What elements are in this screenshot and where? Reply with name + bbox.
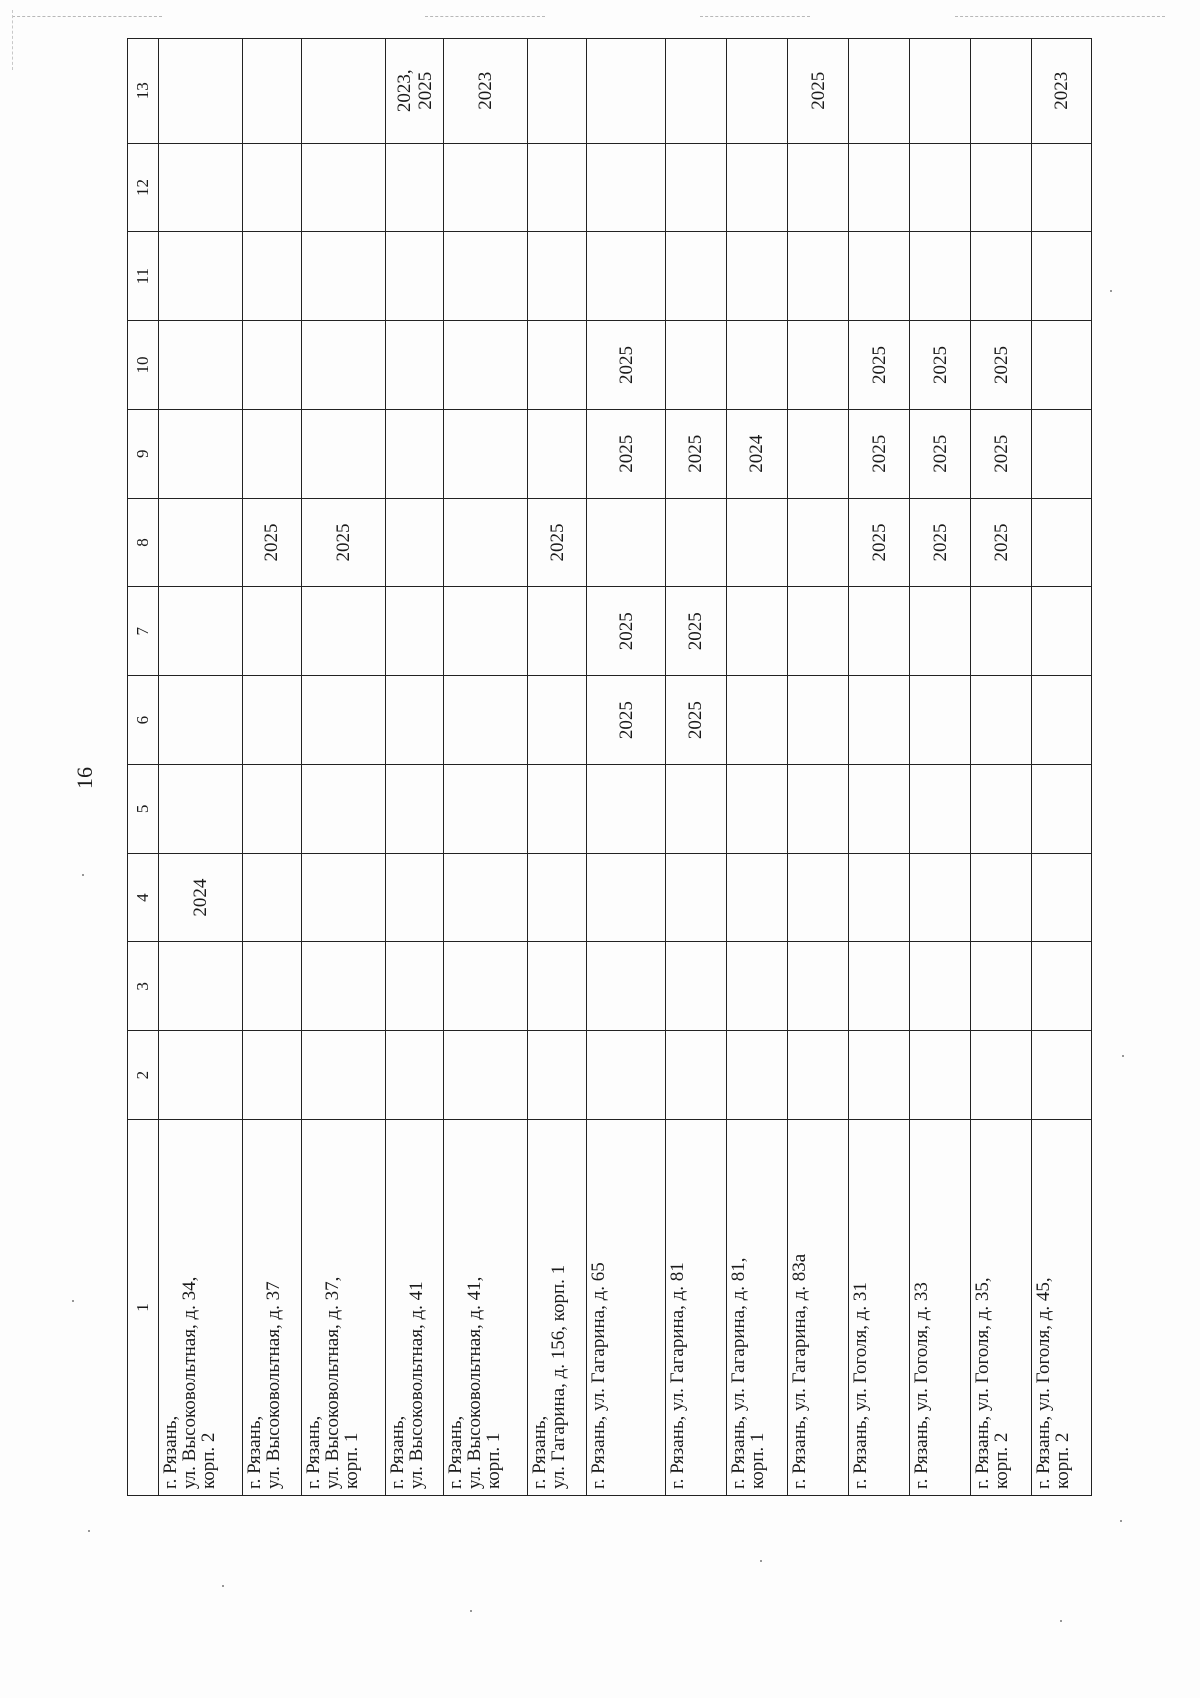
year-cell-col-6: [159, 676, 243, 765]
year-cell-col-8: [444, 498, 528, 587]
year-cell-col-13: [242, 39, 301, 144]
year-cell-col-6: [444, 676, 528, 765]
year-cell-col-3: [971, 942, 1032, 1031]
address-line: г. Рязань,: [302, 1415, 324, 1489]
year-cell-col-2: [444, 1031, 528, 1120]
year-cell-col-4: [910, 853, 971, 942]
year-cell-col-2: [587, 1031, 666, 1120]
column-header-13: 13: [128, 39, 159, 144]
table-row: [971, 39, 1032, 1496]
address-line: ул. Высоковольтная, д. 41,: [464, 1276, 486, 1489]
year-cell-col-10: [665, 321, 726, 410]
year-cell-col-9: 2025: [849, 409, 910, 498]
year-cell-col-9: 2024: [726, 409, 787, 498]
year-cell-col-3: [1032, 942, 1092, 1031]
year-cell-col-7: 2025: [665, 587, 726, 676]
column-header-7: 7: [128, 587, 159, 676]
address-cell: [971, 1120, 1032, 1496]
year-cell-col-9: [242, 409, 301, 498]
year-cell-col-2: [726, 1031, 787, 1120]
address-line: г. Рязань,: [160, 1415, 181, 1489]
year-cell-col-11: [787, 232, 849, 321]
year-cell-col-2: [971, 1031, 1032, 1120]
scan-edge-mark: [955, 16, 1165, 17]
table-row: [301, 39, 385, 1496]
year-cell-col-6: [726, 676, 787, 765]
scan-speck: [88, 1530, 90, 1532]
year-cell-col-4: [385, 853, 444, 942]
year-cell-col-11: [665, 232, 726, 321]
scan-speck: [1110, 290, 1112, 292]
year-cell-col-12: [665, 143, 726, 232]
year-cell-col-11: [301, 232, 385, 321]
table-row: [444, 39, 528, 1496]
year-cell-col-3: [385, 942, 444, 1031]
year-cell-col-3: [242, 942, 301, 1031]
address-line: ул. Высоковольтная, д. 37: [262, 1281, 284, 1489]
year-cell-col-3: [528, 942, 587, 1031]
year-cell-col-13: [665, 39, 726, 144]
address-cell: [385, 1120, 444, 1496]
year-cell-col-9: 2025: [971, 409, 1032, 498]
year-cell-col-4: 2024: [159, 853, 243, 942]
year-cell-col-13: [587, 39, 666, 144]
scan-speck: [72, 1300, 74, 1302]
year-cell-col-8: [1032, 498, 1092, 587]
year-cell-col-5: [971, 764, 1032, 853]
year-cell-col-3: [849, 942, 910, 1031]
year-cell-col-5: [159, 764, 243, 853]
year-cell-col-11: [910, 232, 971, 321]
year-cell-col-7: [242, 587, 301, 676]
year-cell-col-10: [444, 321, 528, 410]
year-cell-col-13: [726, 39, 787, 144]
year-cell-col-12: [587, 143, 666, 232]
address-line: г. Рязань,: [386, 1415, 408, 1489]
table-row: [726, 39, 787, 1496]
scan-speck: [760, 1560, 762, 1562]
year-cell-col-9: [1032, 409, 1092, 498]
year-cell-col-10: [385, 321, 444, 410]
year-cell-col-10: [159, 321, 243, 410]
year-cell-col-3: [301, 942, 385, 1031]
year-cell-col-8: [787, 498, 849, 587]
address-line: г. Рязань, ул. Гагарина, д. 83а: [788, 1253, 810, 1489]
year-cell-col-11: [849, 232, 910, 321]
table-row: [159, 39, 243, 1496]
table-row: [849, 39, 910, 1496]
year-cell-col-13: 2025: [787, 39, 849, 144]
year-cell-col-4: [971, 853, 1032, 942]
column-header-11: 11: [128, 232, 159, 321]
year-cell-col-12: [787, 143, 849, 232]
address-line: г. Рязань, ул. Гагарина, д. 65: [588, 1262, 610, 1489]
scan-edge-mark: [425, 16, 545, 17]
year-cell-col-12: [444, 143, 528, 232]
year-cell-col-9: 2025: [665, 409, 726, 498]
address-cell: [787, 1120, 849, 1496]
year-cell-col-6: [849, 676, 910, 765]
year-cell-col-6: [1032, 676, 1092, 765]
year-cell-col-3: [726, 942, 787, 1031]
year-cell-col-7: [787, 587, 849, 676]
column-header-3: 3: [128, 942, 159, 1031]
column-header-5: 5: [128, 764, 159, 853]
year-cell-col-3: [159, 942, 243, 1031]
year-cell-col-9: [787, 409, 849, 498]
year-cell-col-11: [159, 232, 243, 321]
address-line: г. Рязань, ул. Гоголя, д. 45,: [1033, 1277, 1055, 1489]
year-cell-col-2: [665, 1031, 726, 1120]
column-header-12: 12: [128, 143, 159, 232]
year-cell-col-2: [1032, 1031, 1092, 1120]
year-cell-col-13: [159, 39, 243, 144]
year-cell-col-10: 2025: [910, 321, 971, 410]
year-cell-col-7: [528, 587, 587, 676]
address-line: г. Рязань, ул. Гоголя, д. 35,: [972, 1277, 994, 1489]
column-header-8: 8: [128, 498, 159, 587]
year-cell-col-8: 2025: [528, 498, 587, 587]
year-cell-col-12: [849, 143, 910, 232]
year-cell-col-6: [301, 676, 385, 765]
year-cell-col-13: 2023: [444, 39, 528, 144]
address-line: ул. Высоковольтная, д. 34,: [179, 1276, 200, 1489]
year-cell-col-13: [910, 39, 971, 144]
year-cell-col-4: [528, 853, 587, 942]
year-cell-col-6: [385, 676, 444, 765]
address-line: ул. Высоковольтная, д. 41: [405, 1281, 427, 1489]
scan-speck: [1120, 1520, 1122, 1522]
year-cell-col-11: [971, 232, 1032, 321]
address-line: ул. Высоковольтная, д. 37,: [321, 1276, 343, 1489]
year-cell-col-8: [159, 498, 243, 587]
year-cell-col-4: [587, 853, 666, 942]
page-number: 16: [72, 767, 97, 789]
year-cell-col-5: [301, 764, 385, 853]
year-cell-col-10: [242, 321, 301, 410]
table-row: [1032, 39, 1092, 1496]
year-cell-col-8: 2025: [301, 498, 385, 587]
year-cell-col-12: [301, 143, 385, 232]
year-cell-col-12: [1032, 143, 1092, 232]
scan-speck: [1060, 1620, 1062, 1622]
year-cell-col-9: 2025: [910, 409, 971, 498]
year-cell-col-4: [242, 853, 301, 942]
rotated-table-wrapper: [127, 38, 1092, 1496]
year-cell-col-2: [385, 1031, 444, 1120]
table-row: [587, 39, 666, 1496]
address-cell: [849, 1120, 910, 1496]
year-cell-col-6: 2025: [665, 676, 726, 765]
year-cell-col-9: [528, 409, 587, 498]
year-cell-col-4: [301, 853, 385, 942]
year-cell-col-5: [385, 764, 444, 853]
year-cell-col-4: [665, 853, 726, 942]
year-cell-col-3: [665, 942, 726, 1031]
year-cell-col-6: [787, 676, 849, 765]
year-cell-col-4: [849, 853, 910, 942]
year-cell-col-5: [587, 764, 666, 853]
year-cell-col-5: [787, 764, 849, 853]
year-cell-col-7: [301, 587, 385, 676]
address-line: корп. 2: [198, 1432, 219, 1489]
year-cell-col-5: [528, 764, 587, 853]
address-line: г. Рязань, ул. Гоголя, д. 33: [911, 1282, 933, 1489]
year-cell-col-10: 2025: [587, 321, 666, 410]
year-cell-col-2: [242, 1031, 301, 1120]
year-cell-col-12: [242, 143, 301, 232]
year-cell-col-5: [849, 764, 910, 853]
address-line: г. Рязань, ул. Гагарина, д. 81,: [727, 1257, 749, 1489]
table-row: [787, 39, 849, 1496]
year-cell-col-8: 2025: [971, 498, 1032, 587]
table-header-row: [128, 39, 159, 1496]
year-cell-col-9: 2025: [587, 409, 666, 498]
table-row: [910, 39, 971, 1496]
address-cell: [528, 1120, 587, 1496]
year-cell-col-10: 2025: [849, 321, 910, 410]
address-line: корп. 2: [991, 1432, 1013, 1489]
year-cell-col-10: [1032, 321, 1092, 410]
address-cell: [159, 1120, 243, 1496]
year-cell-col-10: [301, 321, 385, 410]
year-cell-col-2: [910, 1031, 971, 1120]
year-cell-col-4: [726, 853, 787, 942]
schedule-table: [127, 38, 1092, 1496]
year-cell-col-13: [301, 39, 385, 144]
year-cell-col-7: [444, 587, 528, 676]
column-header-1: 1: [128, 1120, 159, 1496]
address-cell: [444, 1120, 528, 1496]
year-cell-col-3: [444, 942, 528, 1031]
year-cell-col-5: [1032, 764, 1092, 853]
year-cell-col-7: [726, 587, 787, 676]
column-header-2: 2: [128, 1031, 159, 1120]
year-cell-col-2: [159, 1031, 243, 1120]
year-cell-col-5: [665, 764, 726, 853]
year-cell-col-6: [528, 676, 587, 765]
year-cell-col-8: [587, 498, 666, 587]
year-cell-col-7: [1032, 587, 1092, 676]
year-cell-col-7: 2025: [587, 587, 666, 676]
year-cell-col-12: [971, 143, 1032, 232]
year-cell-col-10: [787, 321, 849, 410]
year-cell-col-9: [444, 409, 528, 498]
address-line: корп. 1: [483, 1432, 505, 1489]
year-cell-col-9: [385, 409, 444, 498]
year-cell-col-5: [910, 764, 971, 853]
address-cell: [587, 1120, 666, 1496]
address-cell: [1032, 1120, 1092, 1496]
year-cell-col-10: [726, 321, 787, 410]
year-cell-col-2: [849, 1031, 910, 1120]
year-cell-col-7: [849, 587, 910, 676]
year-cell-col-11: [587, 232, 666, 321]
address-line: корп. 2: [1052, 1432, 1074, 1489]
table-row: [385, 39, 444, 1496]
scan-edge-mark: [700, 16, 810, 17]
year-cell-col-6: [971, 676, 1032, 765]
year-cell-col-8: 2025: [849, 498, 910, 587]
address-cell: [242, 1120, 301, 1496]
address-line: ул. Гагарина, д. 156, корп. 1: [548, 1264, 570, 1489]
year-cell-col-12: [910, 143, 971, 232]
address-cell: [301, 1120, 385, 1496]
year-cell-col-7: [910, 587, 971, 676]
year-cell-col-7: [159, 587, 243, 676]
year-cell-col-8: 2025: [910, 498, 971, 587]
year-cell-col-11: [444, 232, 528, 321]
scan-edge-mark: [12, 10, 13, 70]
table-row: [242, 39, 301, 1496]
scan-edge-mark: [12, 16, 162, 17]
column-header-9: 9: [128, 409, 159, 498]
year-cell-col-3: [910, 942, 971, 1031]
scan-speck: [222, 1585, 224, 1587]
address-cell: [910, 1120, 971, 1496]
year-cell-col-6: [910, 676, 971, 765]
year-cell-col-11: [726, 232, 787, 321]
address-line: корп. 1: [340, 1432, 362, 1489]
year-cell-col-12: [726, 143, 787, 232]
address-line: г. Рязань,: [243, 1415, 265, 1489]
year-value-part: 2025: [414, 71, 436, 110]
year-cell-col-6: 2025: [587, 676, 666, 765]
year-cell-col-5: [726, 764, 787, 853]
year-cell-col-13: [971, 39, 1032, 144]
year-cell-col-4: [444, 853, 528, 942]
column-header-10: 10: [128, 321, 159, 410]
address-line: г. Рязань,: [445, 1415, 467, 1489]
year-cell-col-12: [159, 143, 243, 232]
address-cell: [665, 1120, 726, 1496]
address-line: г. Рязань,: [529, 1415, 551, 1489]
year-cell-col-11: [528, 232, 587, 321]
year-cell-col-11: [242, 232, 301, 321]
address-cell: [726, 1120, 787, 1496]
year-cell-col-8: 2025: [242, 498, 301, 587]
year-cell-col-9: [159, 409, 243, 498]
table-row: [528, 39, 587, 1496]
year-cell-col-2: [301, 1031, 385, 1120]
year-cell-col-12: [385, 143, 444, 232]
year-cell-col-5: [444, 764, 528, 853]
scan-speck: [82, 874, 84, 876]
year-cell-col-6: [242, 676, 301, 765]
year-cell-col-13: [528, 39, 587, 144]
scan-speck: [1122, 1055, 1124, 1057]
address-line: г. Рязань, ул. Гагарина, д. 81: [666, 1262, 688, 1489]
year-cell-col-2: [528, 1031, 587, 1120]
year-cell-col-9: [301, 409, 385, 498]
address-line: корп. 1: [746, 1432, 768, 1489]
column-header-6: 6: [128, 676, 159, 765]
year-cell-col-12: [528, 143, 587, 232]
scan-speck: [470, 1610, 472, 1612]
year-cell-col-3: [587, 942, 666, 1031]
year-cell-col-13: [849, 39, 910, 144]
year-cell-col-11: [385, 232, 444, 321]
year-value-part: 2023,: [393, 69, 415, 113]
year-cell-col-11: [1032, 232, 1092, 321]
column-header-4: 4: [128, 853, 159, 942]
year-cell-col-7: [385, 587, 444, 676]
year-cell-col-5: [242, 764, 301, 853]
year-cell-col-10: 2025: [971, 321, 1032, 410]
year-cell-col-2: [787, 1031, 849, 1120]
year-cell-col-7: [971, 587, 1032, 676]
year-cell-col-8: [385, 498, 444, 587]
year-cell-col-8: [665, 498, 726, 587]
table-row: [665, 39, 726, 1496]
year-cell-col-4: [787, 853, 849, 942]
year-cell-col-4: [1032, 853, 1092, 942]
year-cell-col-3: [787, 942, 849, 1031]
year-cell-col-13: [385, 39, 444, 144]
year-cell-col-13: 2023: [1032, 39, 1092, 144]
year-cell-col-8: [726, 498, 787, 587]
address-line: г. Рязань, ул. Гоголя, д. 31: [850, 1282, 872, 1489]
year-cell-col-10: [528, 321, 587, 410]
